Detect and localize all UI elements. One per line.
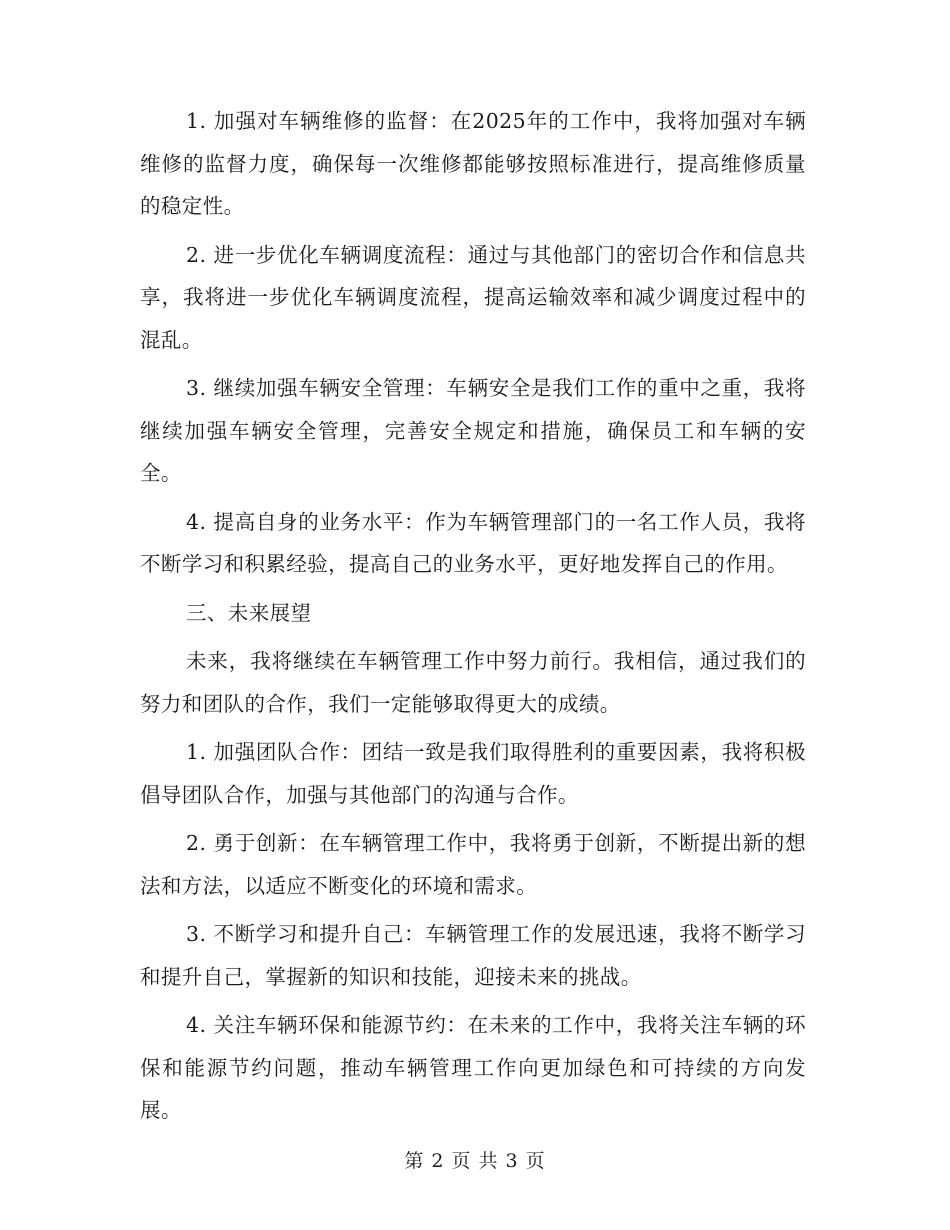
paragraph-outlook-4: 4. 关注车辆环保和能源节约：在未来的工作中，我将关注车辆的环保和能源节约问题，推动车辆管理工作向更加绿色和可持续的方向发展。	[140, 1013, 806, 1122]
paragraph-item-3: 3. 继续加强车辆安全管理：车辆安全是我们工作的重中之重，我将继续加强车辆安全管理，完善安全规定和措施，确保员工和车辆的安全。	[140, 376, 806, 485]
paragraph-item-1: 1. 加强对车辆维修的监督：在2025年的工作中，我将加强对车辆维修的监督力度，确保每一次维修都能够按照标准进行，提高维修质量的稳定性。	[140, 109, 806, 218]
document-body	[140, 100, 806, 1138]
paragraph-item-2: 2. 进一步优化车辆调度流程：通过与其他部门的密切合作和信息共享，我将进一步优化车辆调度流程，提高运输效率和减少调度过程中的混乱。	[140, 242, 806, 352]
section-intro: 未来，我将继续在车辆管理工作中努力前行。我相信，通过我们的努力和团队的合作，我们一定能够取得更大的成绩。	[140, 649, 806, 716]
paragraph-item-4: 4. 提高自身的业务水平：作为车辆管理部门的一名工作人员，我将不断学习和积累经验，提高自己的业务水平，更好地发挥自己的作用。	[140, 509, 806, 576]
paragraph-outlook-1: 1. 加强团队合作：团结一致是我们取得胜利的重要因素，我将积极倡导团队合作，加强与其他部门的沟通与合作。	[140, 740, 806, 807]
page-number-footer: 第 2 页 共 3 页	[404, 1150, 546, 1172]
paragraph-outlook-2: 2. 勇于创新：在车辆管理工作中，我将勇于创新，不断提出新的想法和方法，以适应不断变化的环境和需求。	[140, 831, 806, 898]
section-heading: 三、未来展望	[186, 600, 312, 625]
paragraph-outlook-3: 3. 不断学习和提升自己：车辆管理工作的发展迅速，我将不断学习和提升自己，掌握新的知识和技能，迎接未来的挑战。	[140, 922, 806, 989]
